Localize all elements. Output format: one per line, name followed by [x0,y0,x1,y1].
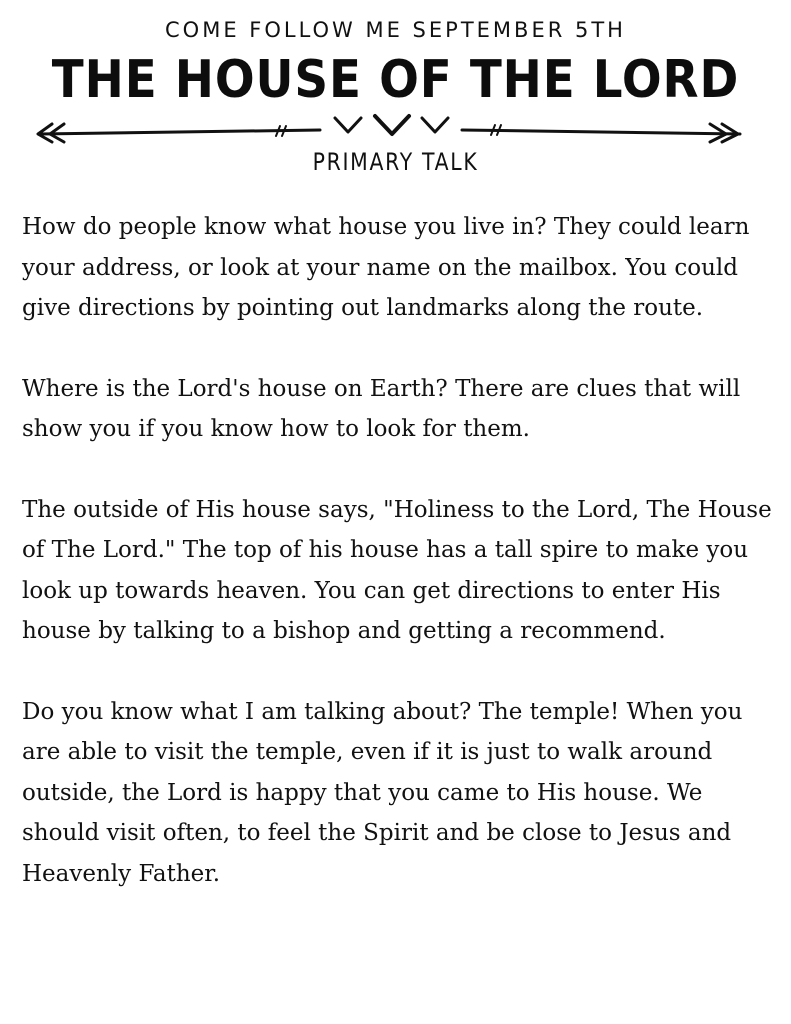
paragraph-3: The outside of His house says, "Holiness to the Lord, The House of The Lord." The top of his house has a tall spire to make you look up towards heaven. You can get directions to enter His house by talking to a bishop and getting a recommend. [22,496,772,644]
header [0,0,791,190]
talk-type-label: PRIMARY TALK [312,148,479,176]
talk-body [22,207,782,934]
page-subtitle: COME FOLLOW ME SEPTEMBER 5TH [165,18,626,42]
page-title: THE HOUSE OF THE LORD [51,50,740,110]
arrow-divider-decoration [30,110,750,150]
paragraph-1: How do people know what house you live in? They could learn your address, or look at your name on the mailbox. You could give directions by pointing out landmarks along the route. [22,214,750,321]
paragraph-4: Do you know what I am talking about? The temple! When you are able to visit the temple, even if it is just to walk around outside, the Lord is happy that you came to His house. We should visit often, to feel the Spirit and be close to Jesus and Heavenly Father. [22,698,743,887]
paragraph-2: Where is the Lord's house on Earth? There are clues that will show you if you know how to look for them. [22,375,741,442]
